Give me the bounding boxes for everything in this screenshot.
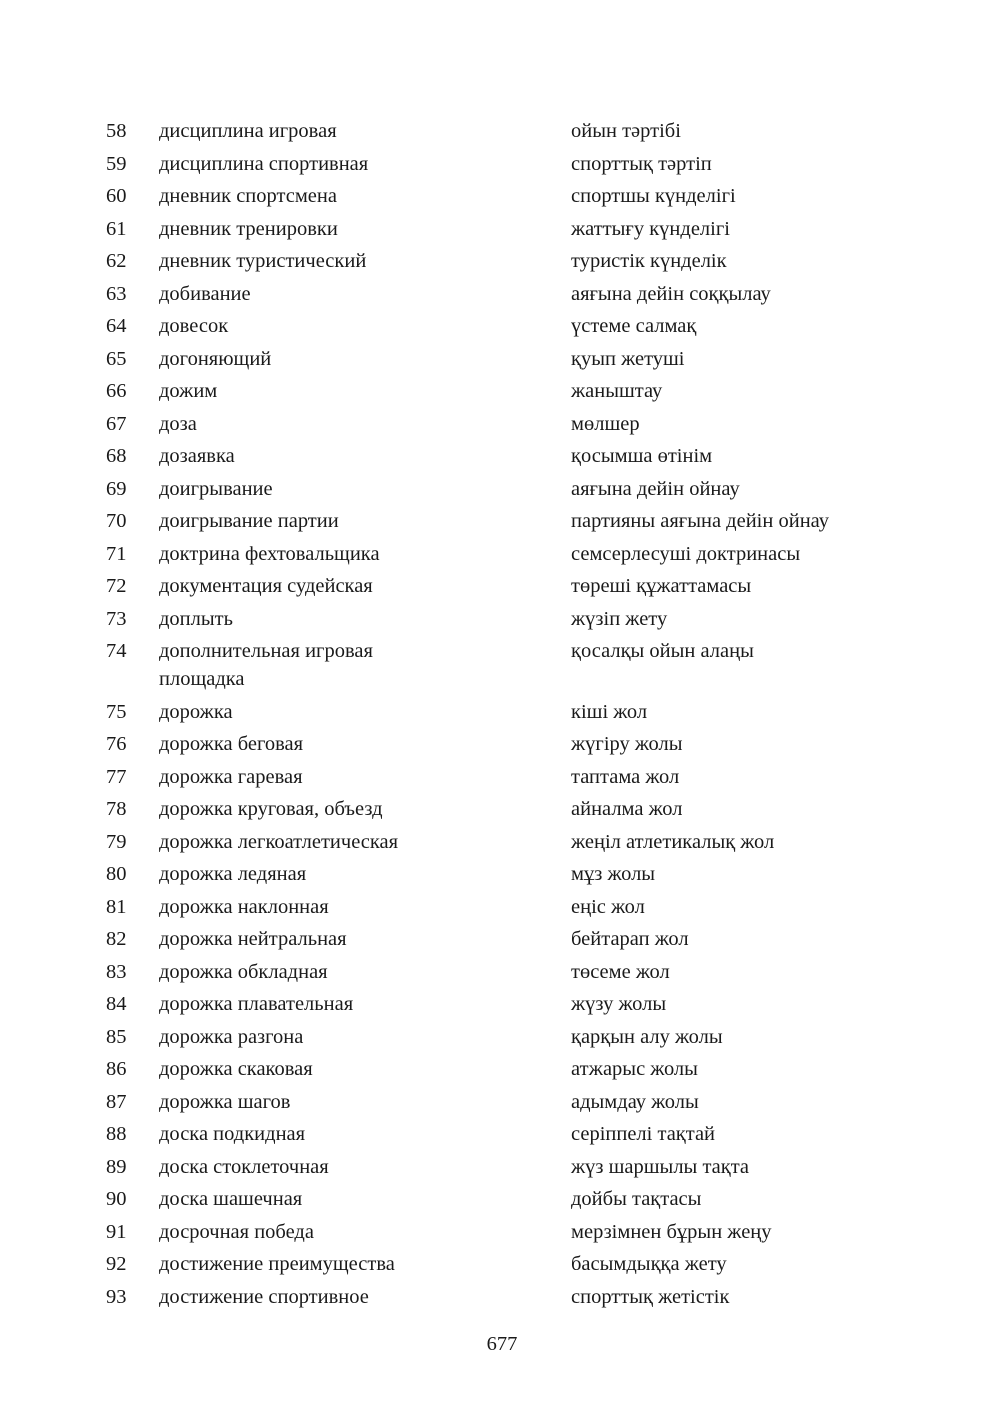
entry-number: 85 <box>106 1025 127 1048</box>
russian-term: доза <box>159 412 197 435</box>
entry-number: 88 <box>106 1123 127 1145</box>
russian-term: добивание <box>159 282 251 305</box>
kazakh-term: қосалқы ойын алаңы <box>571 640 754 662</box>
kazakh-term: жаттығу күнделігі <box>571 217 730 240</box>
kazakh-term: ойын тәртібі <box>571 120 681 142</box>
entry-number: 84 <box>106 993 127 1015</box>
russian-term: дневник тренировки <box>159 217 338 240</box>
russian-term: догоняющий <box>159 347 272 370</box>
entry-number: 82 <box>106 928 127 950</box>
russian-term: доигрывание <box>159 477 273 500</box>
glossary-row <box>0 1118 1004 1151</box>
glossary-row <box>0 440 1004 473</box>
entry-number: 80 <box>106 863 127 885</box>
kazakh-term: серіппелі тақтай <box>571 1123 716 1145</box>
kazakh-term: аяғына дейін соққылау <box>571 282 771 305</box>
glossary-row <box>0 1053 1004 1086</box>
glossary-row <box>0 148 1004 181</box>
glossary-row <box>0 375 1004 408</box>
glossary-row <box>0 858 1004 891</box>
entry-number: 71 <box>106 542 127 565</box>
entry-number: 83 <box>106 960 127 983</box>
glossary-row <box>0 728 1004 761</box>
glossary-row <box>0 956 1004 989</box>
russian-term: достижение спортивное <box>159 1285 369 1308</box>
russian-term: дорожка <box>159 700 233 723</box>
glossary-row <box>0 988 1004 1021</box>
glossary-row <box>0 696 1004 729</box>
russian-term: дневник туристический <box>159 250 367 272</box>
kazakh-term: үстеме салмақ <box>571 315 697 337</box>
russian-term: дополнительная игровая площадка <box>159 640 373 690</box>
russian-term: досрочная победа <box>159 1220 314 1243</box>
kazakh-term: қосымша өтінім <box>571 445 713 467</box>
entry-number: 58 <box>106 120 127 142</box>
entry-number: 72 <box>106 575 127 597</box>
kazakh-term: таптама жол <box>571 765 680 788</box>
russian-term: дорожка плавательная <box>159 993 354 1015</box>
kazakh-term: спорттық тәртіп <box>571 152 712 175</box>
entry-number: 90 <box>106 1188 127 1210</box>
russian-term: доска стоклеточная <box>159 1155 329 1178</box>
glossary-row <box>0 1281 1004 1314</box>
russian-term: дорожка шагов <box>159 1090 291 1113</box>
glossary-table <box>0 115 1004 1313</box>
kazakh-term: жаныштау <box>571 380 663 402</box>
kazakh-term: айналма жол <box>571 798 683 820</box>
russian-term: дорожка гаревая <box>159 765 303 788</box>
kazakh-term: туристік күнделік <box>571 250 727 272</box>
russian-term: дорожка наклонная <box>159 895 329 918</box>
entry-number: 73 <box>106 607 127 630</box>
glossary-row <box>0 1151 1004 1184</box>
kazakh-term: мерзімнен бұрын жеңу <box>571 1220 772 1243</box>
russian-term: дорожка скаковая <box>159 1058 313 1080</box>
kazakh-term: жүзу жолы <box>571 993 667 1015</box>
entry-number: 75 <box>106 700 127 723</box>
kazakh-term: жүзіп жету <box>571 607 668 630</box>
russian-term: дорожка ледяная <box>159 863 307 885</box>
glossary-row <box>0 213 1004 246</box>
glossary-row <box>0 1248 1004 1281</box>
glossary-row <box>0 1216 1004 1249</box>
entry-number: 86 <box>106 1058 127 1080</box>
entry-number: 68 <box>106 445 127 467</box>
glossary-row <box>0 245 1004 278</box>
russian-term: доска шашечная <box>159 1188 303 1210</box>
glossary-row <box>0 1086 1004 1119</box>
russian-term: дисциплина спортивная <box>159 152 369 175</box>
entry-number: 87 <box>106 1090 127 1113</box>
entry-number: 61 <box>106 217 127 240</box>
russian-term: довесок <box>159 315 229 337</box>
russian-term: дорожка обкладная <box>159 960 328 983</box>
kazakh-term: төсеме жол <box>571 960 670 983</box>
kazakh-term: партияны аяғына дейін ойнау <box>571 510 829 532</box>
page-number: 677 <box>486 1333 518 1355</box>
russian-term: дорожка беговая <box>159 733 304 755</box>
russian-term: достижение преимущества <box>159 1253 395 1275</box>
kazakh-term: мұз жолы <box>571 863 656 885</box>
entry-number: 81 <box>106 895 127 918</box>
entry-number: 69 <box>106 477 127 500</box>
kazakh-term: жеңіл атлетикалық жол <box>571 830 775 853</box>
glossary-row <box>0 115 1004 148</box>
entry-number: 93 <box>106 1285 127 1308</box>
russian-term: документация судейская <box>159 575 373 597</box>
russian-term: дорожка легкоатлетическая <box>159 830 399 853</box>
kazakh-term: жүгіру жолы <box>571 733 683 755</box>
russian-term: дисциплина игровая <box>159 120 337 142</box>
russian-term: дневник спортсмена <box>159 185 337 207</box>
entry-number: 89 <box>106 1155 127 1178</box>
entry-number: 92 <box>106 1253 127 1275</box>
entry-number: 78 <box>106 798 127 820</box>
russian-term: дорожка разгона <box>159 1025 304 1048</box>
entry-number: 91 <box>106 1220 127 1243</box>
glossary-row <box>0 278 1004 311</box>
russian-term: доплыть <box>159 607 233 630</box>
russian-term: дорожка нейтральная <box>159 928 347 950</box>
kazakh-term: спортшы күнделігі <box>571 185 736 207</box>
russian-term: доктрина фехтовальщика <box>159 542 380 565</box>
glossary-row <box>0 793 1004 826</box>
glossary-row <box>0 180 1004 213</box>
entry-number: 79 <box>106 830 127 853</box>
russian-term: доигрывание партии <box>159 510 339 532</box>
glossary-row <box>0 603 1004 636</box>
entry-number: 59 <box>106 152 127 175</box>
glossary-row <box>0 761 1004 794</box>
glossary-row <box>0 310 1004 343</box>
entry-number: 64 <box>106 315 127 337</box>
glossary-row <box>0 1183 1004 1216</box>
glossary-row <box>0 570 1004 603</box>
entry-number: 77 <box>106 765 127 788</box>
kazakh-term: төреші құжаттамасы <box>571 575 752 597</box>
kazakh-term: кіші жол <box>571 700 648 723</box>
glossary-row <box>0 891 1004 924</box>
glossary-row <box>0 343 1004 376</box>
glossary-row <box>0 635 1004 696</box>
kazakh-term: қарқын алу жолы <box>571 1025 723 1048</box>
kazakh-term: жүз шаршылы тақта <box>571 1155 750 1178</box>
entry-number: 63 <box>106 282 127 305</box>
entry-number: 76 <box>106 733 127 755</box>
entry-number: 74 <box>106 640 127 662</box>
entry-number: 60 <box>106 185 127 207</box>
entry-number: 62 <box>106 250 127 272</box>
kazakh-term: дойбы тақтасы <box>571 1188 702 1210</box>
kazakh-term: қуып жетуші <box>571 347 685 370</box>
kazakh-term: атжарыс жолы <box>571 1058 698 1080</box>
russian-term: доска подкидная <box>159 1123 306 1145</box>
kazakh-term: спорттық жетістік <box>571 1285 730 1308</box>
kazakh-term: адымдау жолы <box>571 1090 699 1113</box>
glossary-row <box>0 505 1004 538</box>
glossary-row <box>0 408 1004 441</box>
russian-term: дорожка круговая, объезд <box>159 798 383 820</box>
kazakh-term: бейтарап жол <box>571 928 689 950</box>
entry-number: 66 <box>106 380 127 402</box>
glossary-row <box>0 473 1004 506</box>
glossary-row <box>0 923 1004 956</box>
entry-number: 70 <box>106 510 127 532</box>
russian-term: дозаявка <box>159 445 235 467</box>
kazakh-term: семсерлесуші доктринасы <box>571 542 801 565</box>
kazakh-term: басымдыққа жету <box>571 1253 727 1275</box>
glossary-row <box>0 538 1004 571</box>
glossary-row <box>0 826 1004 859</box>
entry-number: 67 <box>106 412 127 435</box>
entry-number: 65 <box>106 347 127 370</box>
kazakh-term: аяғына дейін ойнау <box>571 477 740 500</box>
kazakh-term: мөлшер <box>571 412 640 435</box>
glossary-row <box>0 1021 1004 1054</box>
russian-term: дожим <box>159 380 218 402</box>
kazakh-term: еңіс жол <box>571 895 645 918</box>
